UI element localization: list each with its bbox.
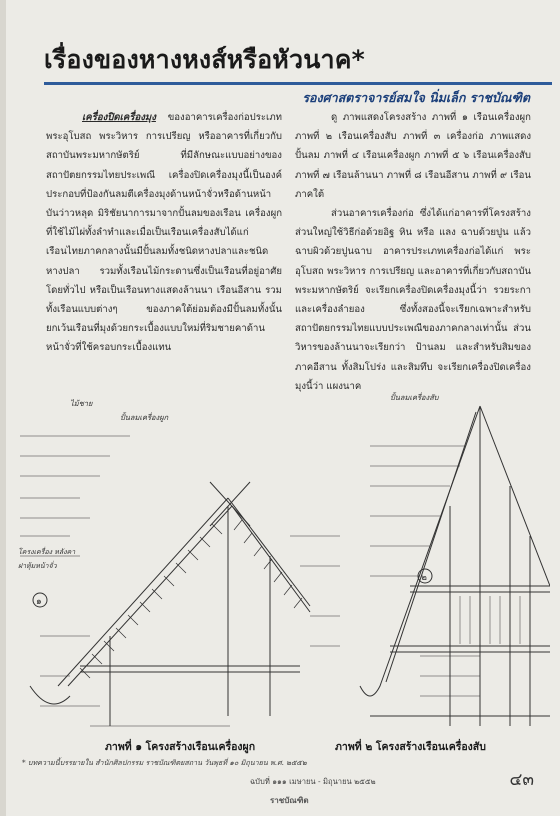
architecture-drawings (10, 386, 550, 774)
author-name: รองศาสตราจารย์สมใจ นิ่มเล็ก ราชบัณฑิต (302, 90, 530, 105)
left-paragraph (46, 108, 282, 358)
figure-2-drawing (360, 406, 550, 726)
fig2-label-top: ปั้นลมเครื่องสับ (390, 393, 439, 402)
fig1-label-left1: โครงเครื่อง หลังคา (18, 548, 76, 556)
fig1-label-top2: ปั้นลมเครื่องผูก (120, 413, 169, 422)
publisher-logo: ราชบัณฑิต (270, 796, 309, 805)
fig1-number: ๑ (36, 597, 42, 607)
right-column (295, 108, 531, 396)
right-paragraph-1: ดู ภาพแสดงโครงสร้าง ภาพที่ ๑ เรือนเครื่องผูก ภาพที่ ๒ เรือนเครื่องสับ ภาพที่ ๓ เครื่องก่อ ภาพแสดงปั้นลม ภาพที่ ๔ เรือนเครื่องผูก ภาพที่ ๕ ๖ เรือนเครื่องสับ ภาพที่ ๗ เรือนล้านนา ภาพที่ ๘ เรือนอีสาน ภาพที่ ๙ เรือนภาคใต้ (295, 112, 531, 200)
issue-line: ฉบับที่ ๑๑๑ เมษายน - มิถุนายน ๒๕๕๒ (250, 777, 376, 786)
left-text: ของอาคารเครื่องก่อประเภทพระอุโบสถ พระวิหาร การเปรียญ หรืออาคารที่เกี่ยวกับสถาบันพระมหากษัตริย์ ที่มีลักษณะแบบอย่างของสถาปัตยกรรมไทยประเพณี เครื่องปิดเครื่องมุงนี้เป็นองค์ประกอบที่ป้องกันลมตีเครื่องมุงด้านหน้าจั่วหรือด้านหน้าบันว่าวหลุด มิริชัยนาการมาจากปั้นลมของเรือน เครื่องผูกที่ใช้ไม้ไผ่ทั้งลำทำและเมื่อเป็นเรือนเครื่องสับได้แก่เรือนไทยภาคกลางนั้นมีปั้นลมทั้งชนิดหางปลาและชนิดหางปลา รวมทั้งเรือนไม้กระดานซึ่งเป็นเรือนที่อยู่อาศัยโดยทั่วไป หรือเป็นเรือนทางแสดงล้านนา เรือนอีสาน รวมทั้งเรือนแบบต่างๆ ของภาคใต้ย่อมต้องมีปั้นลมทั้งนั้น ยกเว้นเรือนที่มุงด้วยกระเบื้องแบบใหม่ที่ริมชายคาด้านหน้าจั่วที่ใช้ครอบกระเบื้องแทน (46, 112, 282, 354)
left-column (46, 108, 282, 358)
right-paragraph-2: ส่วนอาคารเครื่องก่อ ซึ่งได้แก่อาคารที่โครงสร้างส่วนใหญ่ใช้วิธีก่อด้วยอิฐ หิน หรือ แลง ฉาบด้วยปูน แล้วฉาบผิวด้วยปูนฉาบ อาคารประเภทเครื่องก่อได้แก่ พระอุโบสถ พระวิหาร การเปรียญ และอาคารที่เกี่ยวกับสถาบันพระมหากษัตริย์ จะเรียกเครื่องปิดเครื่องมุงนี้ว่า รวยระกา และเครื่องลำยอง ซึ่งทั้งสองนี้จะเรียกเฉพาะสำหรับสถาปัตยกรรมไทยแบบประเพณีของภาคกลางเท่านั้น ส่วนวิหารของล้านนาจะเรียกว่า ป้านลม และสำหรับสิมของภาคอีสาน ทั้งสิมโปร่ง และสิมทึบ จะเรียกเครื่องปิดเครื่องมุงนี้ว่า แผงนาค (295, 208, 531, 392)
page-number: ๔๓ (509, 770, 534, 790)
article-title: เรื่องของหางหงส์หรือหัวนาค* (44, 45, 365, 74)
title-rule (44, 82, 552, 85)
left-lead: เครื่องปิดเครื่องมุง (82, 112, 156, 123)
footnote: * บทความนี้บรรยายใน สำนักศิลปกรรม ราชบัณฑิตยสถาน วันพุธที่ ๑๐ มิถุนายน พ.ศ. ๒๕๕๒ (22, 758, 307, 767)
figure-1-drawing (20, 436, 340, 726)
figures-area (10, 386, 550, 774)
fig2-number: ๒ (421, 573, 427, 583)
fig1-label-top: ไม้ชาย (70, 399, 93, 408)
fig1-label-left2: ฝาหุ้มหน้าจั่ว (18, 562, 57, 570)
figure-1-caption: ภาพที่ ๑ โครงสร้างเรือนเครื่องผูก (105, 741, 256, 753)
figure-2-caption: ภาพที่ ๒ โครงสร้างเรือนเครื่องสับ (335, 741, 486, 753)
